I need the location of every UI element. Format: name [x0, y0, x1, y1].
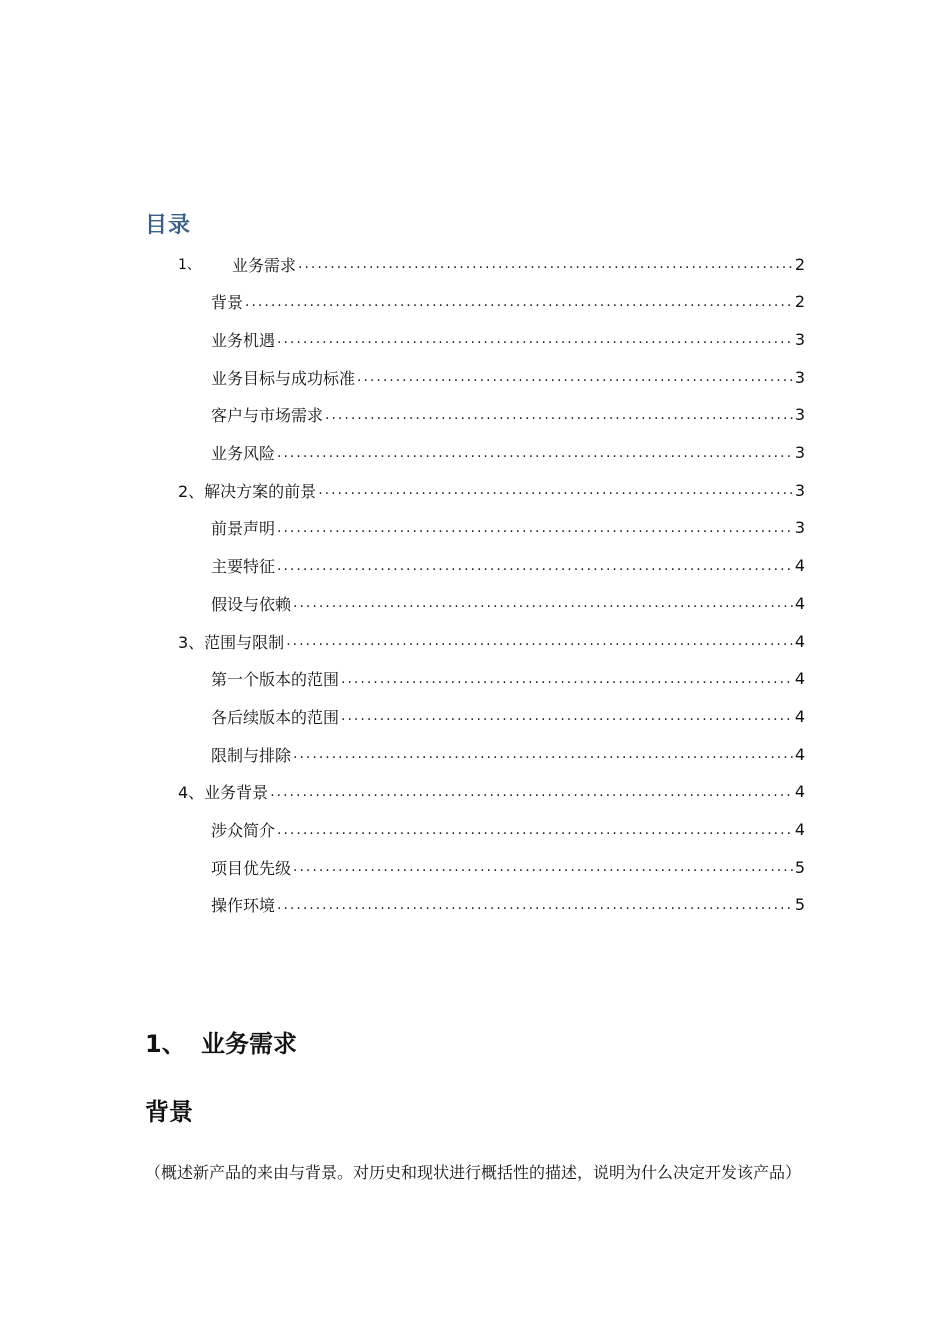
toc-entry-label: 4、业务背景 [178, 783, 269, 803]
toc-entry[interactable] [178, 471, 805, 509]
toc-entry-label: 主要特征 [211, 557, 276, 577]
toc-leader-dots [341, 708, 793, 724]
toc-leader-dots [286, 633, 793, 649]
toc-entry-page: 3 [794, 329, 805, 349]
body-paragraph: （概述新产品的来由与背景。对历史和现状进行概括性的描述，说明为什么决定开发该产品） [145, 1163, 802, 1182]
toc-entry-number: 1、 [178, 257, 201, 273]
toc-leader-dots [277, 445, 793, 461]
section-heading [145, 1024, 297, 1059]
toc-entry-page: 4 [794, 593, 805, 613]
toc-entry-label: 各后续版本的范围 [211, 707, 340, 727]
toc-entry[interactable] [211, 320, 805, 358]
toc-entry-page: 2 [794, 292, 805, 312]
toc-entry-label: 业务需求 [232, 255, 297, 275]
toc-entry-label: 客户与市场需求 [211, 406, 324, 426]
toc-entry-page: 3 [794, 443, 805, 462]
section-title: 业务需求 [201, 1030, 297, 1058]
toc-entry[interactable] [211, 584, 805, 622]
toc-entry-label: 限制与排除 [211, 745, 292, 765]
toc-leader-dots [325, 407, 793, 423]
toc-entry[interactable] [211, 396, 805, 434]
toc-leader-dots [277, 897, 793, 913]
toc-entry-label: 操作环境 [211, 896, 276, 916]
toc-entry-label: 业务机遇 [211, 330, 276, 350]
toc-entry[interactable] [211, 358, 805, 396]
toc-leader-dots [357, 369, 793, 385]
toc-entry-page: 3 [794, 367, 805, 387]
toc-entry-label: 涉众简介 [211, 821, 276, 840]
toc-entry[interactable] [178, 245, 805, 283]
toc-entry[interactable] [211, 509, 805, 547]
toc-entry-page: 4 [794, 782, 805, 802]
toc-leader-dots [298, 256, 793, 272]
toc-entry-page: 5 [794, 857, 805, 877]
toc-entry-page: 4 [794, 631, 805, 651]
toc-entry[interactable] [211, 886, 805, 924]
toc-entry-label: 2、解决方案的前景 [178, 481, 317, 501]
toc-entry-page: 4 [794, 556, 805, 576]
toc-leader-dots [341, 671, 793, 687]
toc-entry-label: 前景声明 [211, 519, 276, 539]
toc-title: 目录 [145, 213, 192, 238]
toc-entry-page: 3 [794, 518, 805, 538]
toc-entry-page: 5 [794, 895, 805, 915]
toc-leader-dots [277, 822, 793, 838]
toc-leader-dots [293, 595, 793, 611]
toc-leader-dots [245, 294, 793, 310]
subsection-heading: 背景 [145, 1098, 193, 1126]
toc-leader-dots [318, 482, 793, 498]
toc-entry-label: 3、范围与限制 [178, 632, 285, 652]
toc-leader-dots [293, 746, 793, 762]
toc-entry[interactable] [211, 660, 805, 698]
toc-entry[interactable] [211, 811, 805, 849]
toc-entry-page: 3 [794, 405, 805, 425]
toc-entry-page: 4 [794, 706, 805, 726]
toc-entry-page: 4 [794, 744, 805, 764]
toc-entry-page: 3 [794, 480, 805, 500]
toc-entry-label: 背景 [211, 293, 244, 313]
toc-entry-label: 业务目标与成功标准 [211, 368, 356, 388]
toc-entry-page: 4 [794, 669, 805, 689]
toc-entry[interactable] [178, 622, 805, 660]
toc-leader-dots [270, 784, 793, 800]
toc-entry-label: 第一个版本的范围 [211, 670, 340, 690]
toc-entry[interactable] [211, 697, 805, 735]
toc-leader-dots [277, 520, 793, 536]
toc-leader-dots [277, 331, 793, 347]
section-number: 1、 [145, 1030, 186, 1058]
toc-entry-label: 项目优先级 [211, 858, 292, 878]
toc-entry[interactable] [211, 283, 805, 321]
toc-entry[interactable] [211, 735, 805, 773]
toc-entry-label: 假设与依赖 [211, 594, 292, 614]
toc-entry[interactable] [211, 547, 805, 585]
toc-leader-dots [277, 558, 793, 574]
toc-entry-page: 2 [794, 254, 805, 274]
toc-entry[interactable] [211, 848, 805, 886]
toc-entry-label: 业务风险 [211, 444, 276, 463]
toc-entry-page: 4 [794, 820, 805, 839]
toc-entry[interactable] [211, 434, 805, 472]
toc-leader-dots [293, 859, 793, 875]
toc-entry[interactable] [178, 773, 805, 811]
